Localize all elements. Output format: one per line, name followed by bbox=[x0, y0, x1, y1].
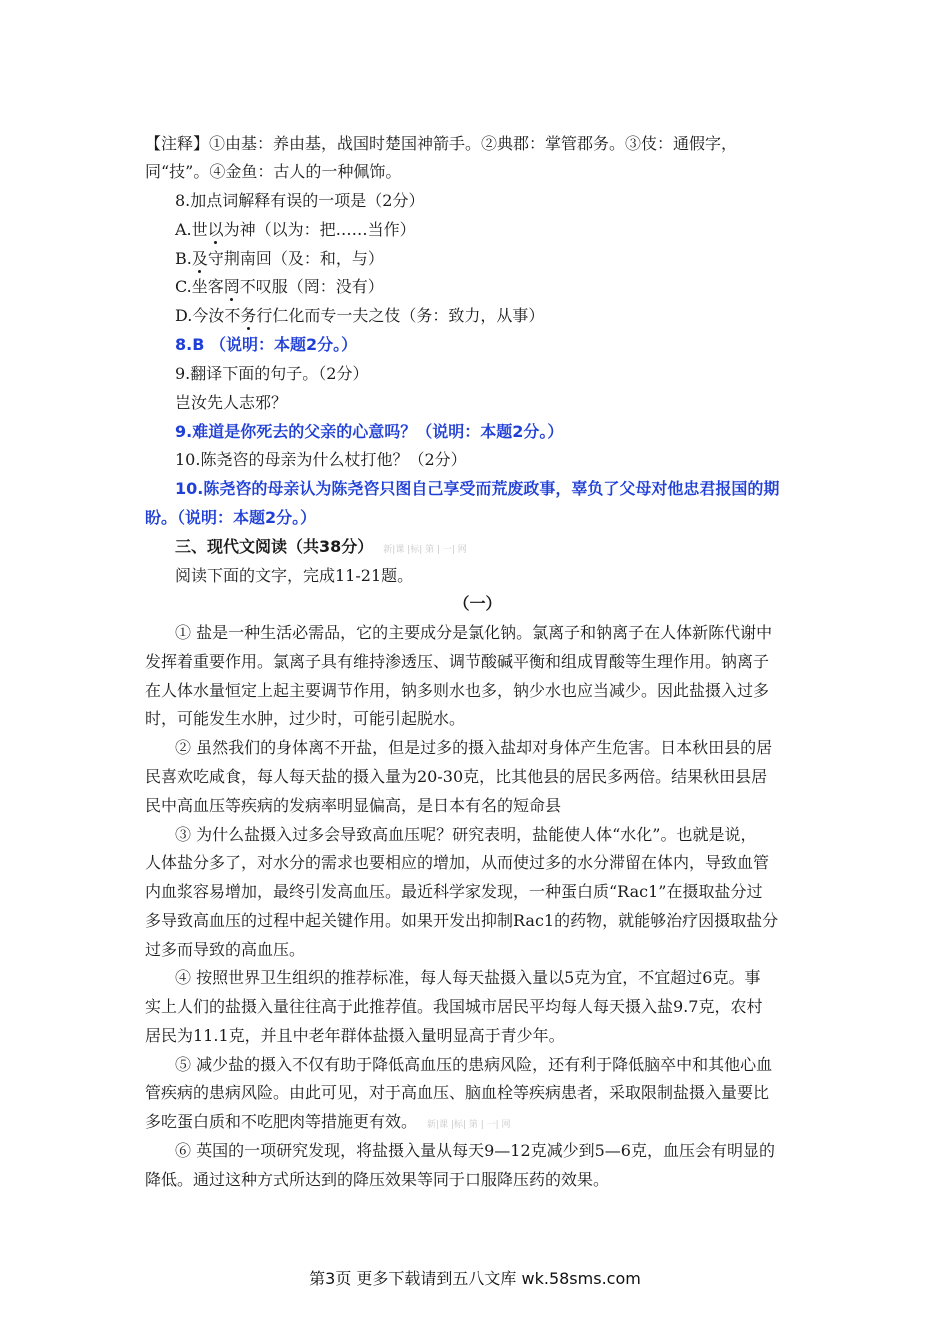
p4-line: 居民为11.1克，并且中老年群体盐摄入量明显高于青少年。 bbox=[145, 1026, 565, 1045]
p3-line: 过多而导致的高血压。 bbox=[145, 940, 306, 959]
q8-d-post: 行仁化而专一夫之伎（务：致力，从事） bbox=[256, 306, 545, 325]
q9-stem: 9.翻译下面的句子。（2分） bbox=[175, 364, 369, 383]
q8-option-d bbox=[175, 306, 810, 326]
p5-line: ⑤ 减少盐的摄入不仅有助于降低高血压的患病风险，还有利于降低脑卒中和其他心血 bbox=[175, 1055, 773, 1074]
q8-d-pre: D.今汝不 bbox=[175, 306, 241, 325]
part-title: （一） bbox=[453, 594, 502, 613]
q8-d-dotted-word: 务 bbox=[240, 306, 257, 325]
q8-option-b bbox=[175, 249, 810, 269]
q10-answer-line-2: 盼。（说明：本题2分。） bbox=[145, 508, 317, 527]
p2-line: 民喜欢吃咸食，每人每天盐的摄入量为20-30克，比其他县的居民多两倍。结果秋田县居 bbox=[145, 767, 768, 786]
section3-heading: 三、现代文阅读（共38分） bbox=[175, 537, 374, 556]
p1-line: ① 盐是一种生活必需品，它的主要成分是氯化钠。氯离子和钠离子在人体新陈代谢中 bbox=[175, 623, 773, 642]
p2-line: 民中高血压等疾病的发病率明显偏高，是日本有名的短命县 bbox=[145, 796, 562, 815]
annotation-line-1: 【注释】①由基：养由基，战国时楚国神箭手。②典郡：掌管郡务。③伎：通假字， bbox=[145, 134, 738, 153]
q8-answer: 8.B （说明：本题2分。） bbox=[175, 335, 358, 354]
q8-c-post: 不叹服（罔：没有） bbox=[239, 277, 384, 296]
p1-line: 发挥着重要作用。氯离子具有维持渗透压、调节酸碱平衡和组成胃酸等生理作用。钠离子 bbox=[145, 652, 770, 671]
annotation-line-2: 同“技”。④金鱼：古人的一种佩饰。 bbox=[145, 162, 402, 181]
p4-line: 实上人们的盐摄入量往往高于此推荐值。我国城市居民平均每人每天摄入盐9.7克，农村 bbox=[145, 997, 763, 1016]
p6-line: 降低。通过这种方式所达到的降压效果等同于口服降压药的效果。 bbox=[145, 1170, 610, 1189]
q8-b-pre: B. bbox=[175, 249, 192, 268]
page-footer: 第3页 更多下载请到五八文库 wk.58sms.com bbox=[309, 1269, 641, 1288]
p5-line: 管疾病的患病风险。由此可见，对于高血压、脑血栓等疾病患者，采取限制盐摄入量要比 bbox=[145, 1083, 770, 1102]
p5-line-text: 多吃蛋白质和不吃肥肉等措施更有效。 bbox=[145, 1112, 418, 1131]
q9-sentence: 岂汝先人志邪？ bbox=[175, 393, 288, 412]
q10-answer-line-1: 10.陈尧咨的母亲认为陈尧咨只图自己享受而荒废政事，辜负了父母对他忠君报国的期 bbox=[175, 479, 780, 498]
section3-heading-row bbox=[175, 537, 810, 560]
q8-b-dotted-word: 及 bbox=[191, 249, 208, 268]
p3-line: 多导致高血压的过程中起关键作用。如果开发出抑制Rac1的药物，就能够治疗因摄取盐分 bbox=[145, 911, 779, 930]
watermark-text: 新|课 |标| 第 | 一| 网 bbox=[383, 545, 467, 555]
q10-stem: 10.陈尧咨的母亲为什么杖打他？（2分） bbox=[175, 450, 467, 469]
p1-line: 在人体水量恒定上起主要调节作用，钠多则水也多，钠少水也应当减少。因此盐摄入过多 bbox=[145, 681, 770, 700]
watermark-text: 新|课 |标| 第 | 一| 网 bbox=[427, 1120, 511, 1130]
p1-line: 时，可能发生水肿，过少时，可能引起脱水。 bbox=[145, 709, 466, 728]
q8-c-pre: C.坐客 bbox=[175, 277, 224, 296]
p5-line-last bbox=[145, 1112, 810, 1135]
q8-option-c bbox=[175, 277, 810, 297]
q8-option-a bbox=[175, 220, 810, 240]
q8-a-dotted-word: 以 bbox=[207, 220, 224, 239]
q8-b-post: 守荆南回（及：和，与） bbox=[207, 249, 384, 268]
q8-stem: 8.加点词解释有误的一项是（2分） bbox=[175, 191, 425, 210]
p6-line: ⑥ 英国的一项研究发现，将盐摄入量从每天9—12克减少到5—6克，血压会有明显的 bbox=[175, 1141, 775, 1160]
q8-a-post: 为神（以为：把……当作） bbox=[223, 220, 416, 239]
p3-line: 人体盐分多了，对水分的需求也要相应的增加，从而使过多的水分滞留在体内，导致血管 bbox=[145, 853, 770, 872]
p3-line: 内血浆容易增加，最终引发高血压。最近科学家发现，一种蛋白质“Rac1”在摄取盐分过 bbox=[145, 882, 763, 901]
p2-line: ② 虽然我们的身体离不开盐，但是过多的摄入盐却对身体产生危害。日本秋田县的居 bbox=[175, 738, 773, 757]
q9-answer: 9.难道是你死去的父亲的心意吗？（说明：本题2分。） bbox=[175, 422, 564, 441]
q8-c-dotted-word: 罔 bbox=[223, 277, 240, 296]
section3-instruction: 阅读下面的文字，完成11-21题。 bbox=[175, 566, 414, 585]
q8-a-pre: A.世 bbox=[175, 220, 208, 239]
p3-line: ③ 为什么盐摄入过多会导致高血压呢？研究表明，盐能使人体“水化”。也就是说， bbox=[175, 825, 757, 844]
p4-line: ④ 按照世界卫生组织的推荐标准，每人每天盐摄入量以5克为宜，不宜超过6克。事 bbox=[175, 968, 761, 987]
